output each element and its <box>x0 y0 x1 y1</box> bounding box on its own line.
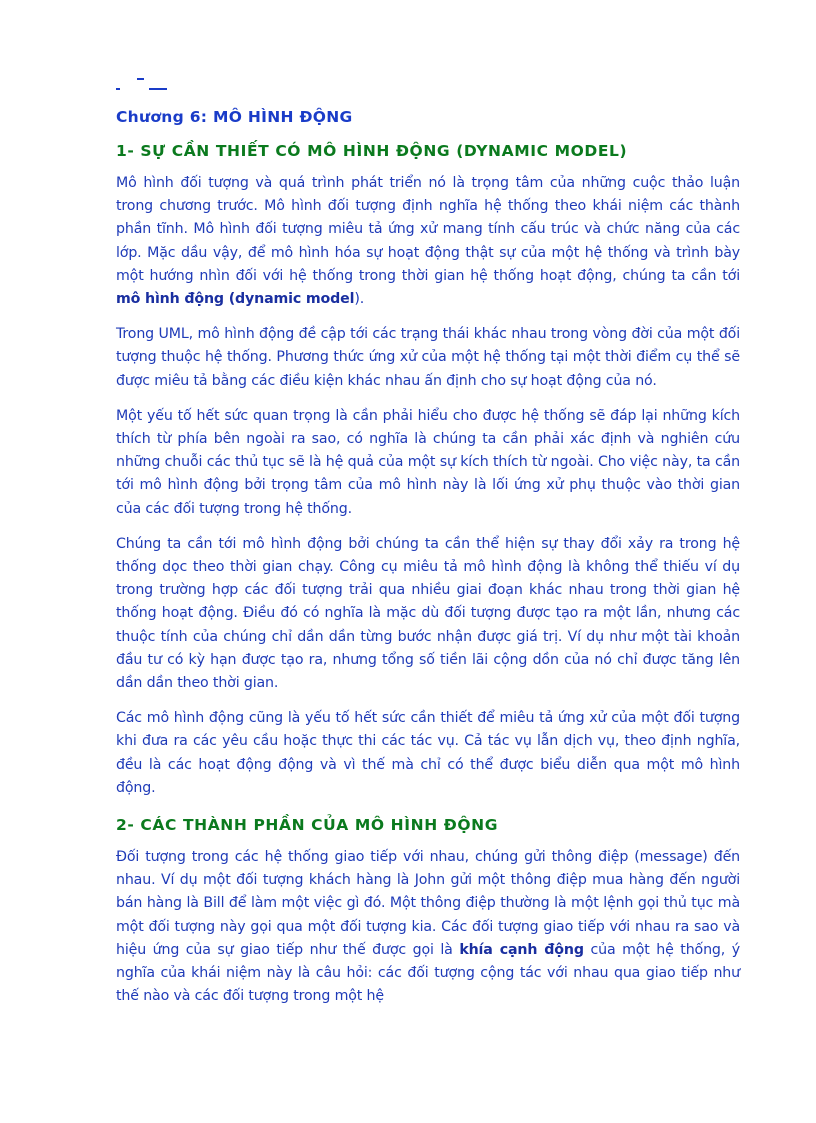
section-1-heading: 1- SỰ CẦN THIẾT CÓ MÔ HÌNH ĐỘNG (DYNAMIC MODEL) <box>116 142 628 160</box>
bold-term: mô hình động (dynamic model <box>116 291 355 308</box>
paragraph-text: Đối tượng trong các hệ thống giao tiếp với nhau, chúng gửi thông điệp (message) đến nhau. Ví dụ một đối tượng khách hàng là John gửi một thông điệp mua hàng đến người bán hàng là Bill để làm một việc gì đó. Một thông điệp thường là một lệnh gọi thủ tục mà một đối tượng này gọi qua một đối tượng kia. Các đối tượng giao tiếp với nhau ra sao và hiệu ứng của sự giao tiếp như thế được gọi là <box>116 849 740 958</box>
paragraph-text: Mô hình đối tượng và quá trình phát triển nó là trọng tâm của những cuộc thảo luận trong chương trước. Mô hình đối tượng định nghĩa hệ thống theo khái niệm các thành phần tĩnh. Mô hình đối tượng miêu tả ứng xử mang tính cấu trúc và chức năng của các lớp. Mặc dầu vậy, để mô hình hóa sự hoạt động thật sự của một hệ thống và trình bày một hướng nhìn đối với hệ thống trong thời gian hệ thống hoạt động, chúng ta cần tới <box>116 175 740 284</box>
header-marks <box>116 68 740 90</box>
section-2-paragraph-1 <box>116 846 740 1008</box>
section-1-paragraph-1 <box>116 172 740 311</box>
header-mark <box>116 88 120 90</box>
header-mark <box>137 78 144 80</box>
section-1-paragraph-3: Một yếu tố hết sức quan trọng là cần phải hiểu cho được hệ thống sẽ đáp lại những kích thích từ phía bên ngoài ra sao, có nghĩa là chúng ta cần phải xác định và nghiên cứu những chuỗi các thủ tục sẽ là hệ quả của một sự kích thích từ ngoài. Cho việc này, ta cần tới mô hình động bởi trọng tâm của mô hình này là lối ứng xử phụ thuộc vào thời gian của các đối tượng trong hệ thống. <box>116 407 740 517</box>
paragraph-text: của một hệ thống, ý nghĩa của khái niệm này là câu hỏi: các đối tượng cộng tác với nhau qua giao tiếp như thế nào và các đối tượng trong một hệ <box>116 941 740 1005</box>
header-mark <box>149 88 167 90</box>
section-1-paragraph-2: Trong UML, mô hình động đề cập tới các trạng thái khác nhau trong vòng đời của một đối tượng thuộc hệ thống. Phương thức ứng xử của một hệ thống tại một thời điểm cụ thể sẽ được miêu tả bằng các điều kiện khác nhau ấn định cho sự hoạt động của nó. <box>116 326 740 389</box>
chapter-title: Chương 6: MÔ HÌNH ĐỘNG <box>116 108 353 126</box>
section-1-paragraph-4: Chúng ta cần tới mô hình động bởi chúng ta cần thể hiện sự thay đổi xảy ra trong hệ thống dọc theo thời gian chạy. Công cụ miêu tả mô hình động là không thể thiếu ví dụ trong trường hợp các đối tượng trải qua nhiều giai đoạn khác nhau trong thời gian hệ thống hoạt động. Điều đó có nghĩa là mặc dù đối tượng được tạo ra một lần, nhưng các thuộc tính của chúng chỉ dần dần từng bước nhận được giá trị. Ví dụ như một tài khoản đầu tư có kỳ hạn được tạo ra, nhưng tổng số tiền lãi cộng dồn của nó chỉ được tăng lên dần dần theo thời gian. <box>116 535 740 692</box>
section-1-paragraph-5: Các mô hình động cũng là yếu tố hết sức cần thiết để miêu tả ứng xử của một đối tượng khi đưa ra các yêu cầu hoặc thực thi các tác vụ. Cả tác vụ lẫn dịch vụ, theo định nghĩa, đều là các hoạt động động và vì thế mà chỉ có thể được biểu diễn qua một mô hình động. <box>116 710 740 796</box>
paragraph-text: ). <box>354 291 365 308</box>
bold-term: khía cạnh động <box>459 941 584 958</box>
section-2-heading: 2- CÁC THÀNH PHẦN CỦA MÔ HÌNH ĐỘNG <box>116 816 499 835</box>
